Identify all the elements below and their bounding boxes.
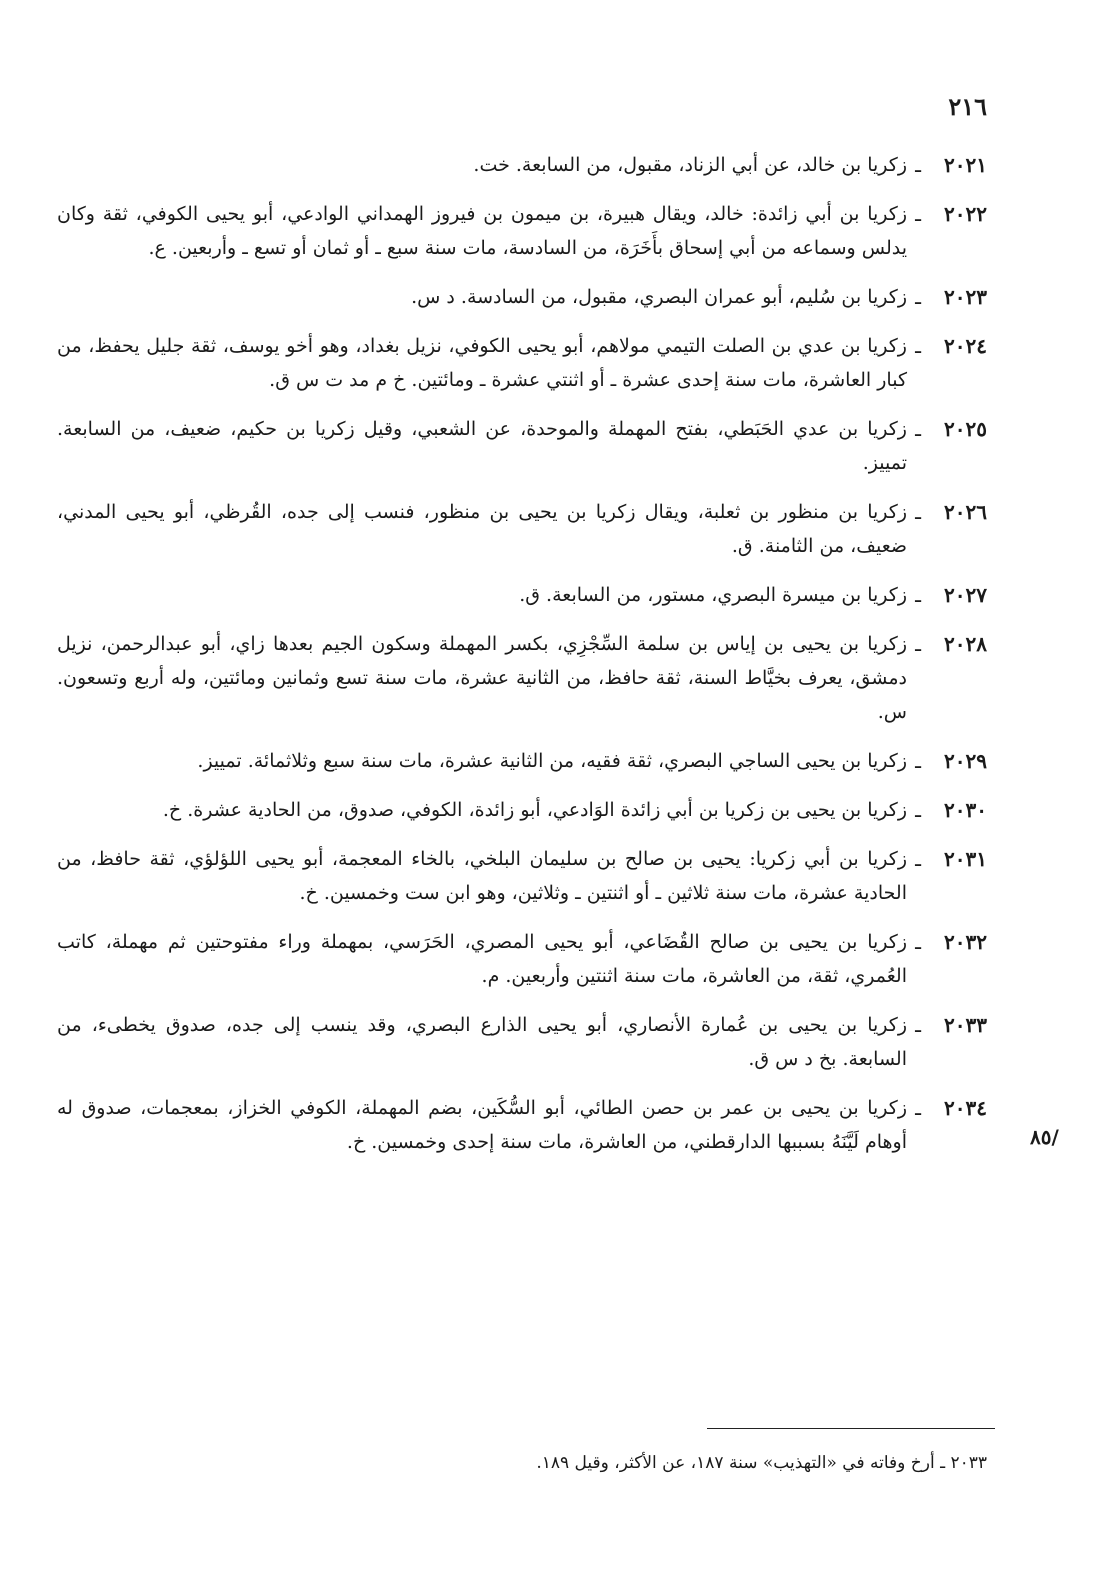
- entry: [57, 280, 987, 314]
- entry: [57, 793, 987, 827]
- entry-dash: ـ: [915, 1013, 921, 1037]
- entry-number: ٢٠٢٤: [944, 334, 987, 358]
- entry: [57, 1008, 987, 1076]
- entry: [57, 842, 987, 910]
- entry-list: [57, 148, 987, 1174]
- entry-text: زكريا بن عدي بن الصلت التيمي مولاهم، أبو يحيى الكوفي، نزيل بغداد، وهو أخو يوسف، ثقة جليل يحفظ، من كبار العاشرة، مات سنة إحدى عشرة ـ أو اثنتي عشرة ـ ومائتين. خ م مد ت س ق.: [57, 335, 907, 391]
- entry-text: زكريا بن يحيى بن إياس بن سلمة السِّجْزِي، بكسر المهملة وسكون الجيم بعدها زاي، أبو عبدالرحمن، نزيل دمشق، يعرف بخيَّاط السنة، ثقة حافظ، من الثانية عشرة، مات سنة تسع وثمانين ومائتين، وله أربع وتسعون. س.: [57, 633, 907, 723]
- entry-dash: ـ: [915, 632, 921, 656]
- entry-dash: ـ: [915, 202, 921, 226]
- entry-text: زكريا بن ميسرة البصري، مستور، من السابعة. ق.: [519, 584, 907, 606]
- entry-dash: ـ: [915, 847, 921, 871]
- entry-text: زكريا بن يحيى بن صالح القُضَاعي، أبو يحيى المصري، الحَرَسي، بمهملة وراء مفتوحتين ثم مهملة، كاتب العُمري، ثقة، من العاشرة، مات سنة اثنتين وأربعين. م.: [57, 931, 907, 987]
- entry-number: ٢٠٣٣: [944, 1013, 987, 1037]
- entry: [57, 578, 987, 612]
- entry-text: زكريا بن يحيى الساجي البصري، ثقة فقيه، من الثانية عشرة، مات سنة سبع وثلاثمائة. تمييز.: [197, 750, 907, 772]
- entry-text: زكريا بن خالد، عن أبي الزناد، مقبول، من السابعة. خت.: [473, 154, 907, 176]
- entry-number: ٢٠٢١: [944, 153, 987, 177]
- entry-text: زكريا بن يحيى بن عمر بن حصن الطائي، أبو السُّكَين، بضم المهملة، الكوفي الخزاز، بمعجمات، صدوق له أوهام لَيَّنَهُ بسببها الدارقطني، من العاشرة، مات سنة إحدى وخمسين. خ.: [57, 1097, 907, 1153]
- entry-number: ٢٠٢٢: [944, 202, 987, 226]
- entry-dash: ـ: [915, 930, 921, 954]
- entry-number: ٢٠٢٥: [944, 417, 987, 441]
- entry-number: ٢٠٣٠: [944, 798, 987, 822]
- entry-text: زكريا بن عدي الحَبَطي، بفتح المهملة والموحدة، عن الشعبي، وقيل زكريا بن حكيم، ضعيف، من السابعة. تمييز.: [57, 418, 907, 474]
- entry-number: ٢٠٢٨: [944, 632, 987, 656]
- entry-text: زكريا بن منظور بن ثعلبة، ويقال زكريا بن يحيى بن منظور، فنسب إلى جده، القُرظي، أبو يحيى المدني، ضعيف، من الثامنة. ق.: [57, 501, 907, 557]
- entry-text: زكريا بن يحيى بن زكريا بن أبي زائدة الوَادعي، أبو زائدة، الكوفي، صدوق، من الحادية عشرة. خ.: [162, 799, 907, 821]
- entry: [57, 148, 987, 182]
- entry: [57, 412, 987, 480]
- entry-number: ٢٠٢٧: [944, 583, 987, 607]
- entry: [57, 1091, 987, 1159]
- entry: [57, 627, 987, 729]
- entry-dash: ـ: [915, 417, 921, 441]
- page-number: ٢١٦: [948, 92, 987, 121]
- entry-text: زكريا بن سُليم، أبو عمران البصري، مقبول، من السادسة. د س.: [411, 286, 907, 308]
- entry-dash: ـ: [915, 749, 921, 773]
- entry-dash: ـ: [915, 334, 921, 358]
- margin-note: /٨٥: [1030, 1125, 1059, 1149]
- entry-dash: ـ: [915, 285, 921, 309]
- entry-text: زكريا بن أبي زائدة: خالد، ويقال هبيرة، بن ميمون بن فيروز الهمداني الوادعي، أبو يحيى الكوفي، ثقة وكان يدلس وسماعه من أبي إسحاق بأَخَرَة، من السادسة، مات سنة سبع ـ أو ثمان أو تسع ـ وأربعين. ع.: [57, 203, 907, 259]
- entry-number: ٢٠٢٩: [944, 749, 987, 773]
- footnote: ٢٠٣٣ ـ أرخ وفاته في «التهذيب» سنة ١٨٧، عن الأكثر، وقيل ١٨٩.: [536, 1453, 987, 1473]
- entry-number: ٢٠٣٢: [944, 930, 987, 954]
- entry-dash: ـ: [915, 798, 921, 822]
- entry-dash: ـ: [915, 1096, 921, 1120]
- entry-number: ٢٠٢٣: [944, 285, 987, 309]
- entry-text: زكريا بن أبي زكريا: يحيى بن صالح بن سليمان البلخي، بالخاء المعجمة، أبو يحيى اللؤلؤي، ثقة حافظ، من الحادية عشرة، مات سنة ثلاثين ـ أو اثنتين ـ وثلاثين، وهو ابن ست وخمسين. خ.: [57, 848, 907, 904]
- entry-number: ٢٠٣١: [944, 847, 987, 871]
- entry-dash: ـ: [915, 500, 921, 524]
- entry-dash: ـ: [915, 153, 921, 177]
- footnote-divider: [707, 1428, 995, 1429]
- entry-dash: ـ: [915, 583, 921, 607]
- entry-text: زكريا بن يحيى بن عُمارة الأنصاري، أبو يحيى الذارع البصري، وقد ينسب إلى جده، صدوق يخطىء، من السابعة. بخ د س ق.: [57, 1014, 907, 1070]
- entry-number: ٢٠٣٤: [944, 1096, 987, 1120]
- entry: [57, 197, 987, 265]
- entry: [57, 744, 987, 778]
- entry: [57, 495, 987, 563]
- entry: [57, 925, 987, 993]
- entry: [57, 329, 987, 397]
- entry-number: ٢٠٢٦: [944, 500, 987, 524]
